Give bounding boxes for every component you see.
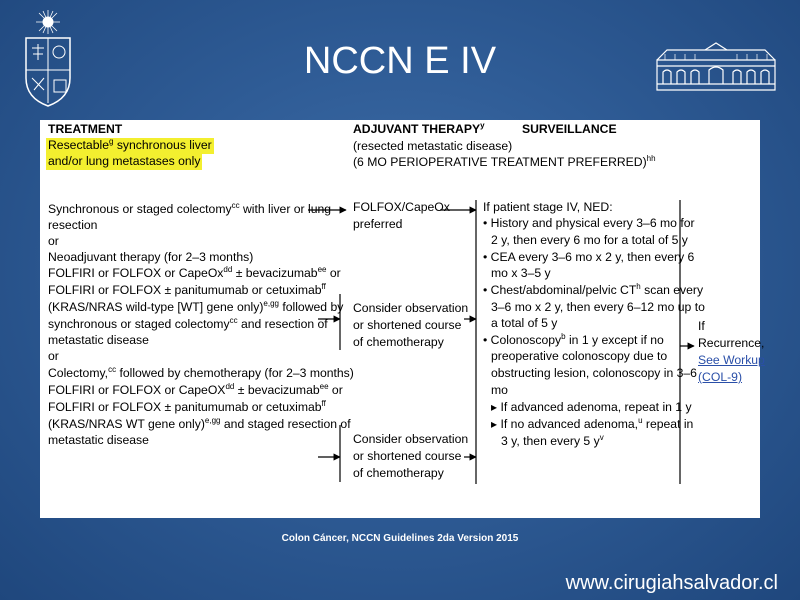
header-surveillance: SURVEILLANCE <box>522 122 617 136</box>
resectable-label-line1: Resectable$^g$ synchronous liver <box>48 137 212 152</box>
adjuvant-box2-line3: of chemotherapy <box>353 335 444 349</box>
treatment-line-4: Neoadjuvant therapy (for 2–3 months) <box>48 250 254 264</box>
adjuvant-box2-line2: or shortened course <box>353 318 462 332</box>
recurrence-label: Recurrence, <box>698 336 765 350</box>
see-workup-link[interactable]: See Workup <box>698 353 765 367</box>
treatment-line-8: synchronous or staged colectomy$^{cc}$ and resection of <box>48 316 328 331</box>
surveillance-line-13: ▸ If advanced adenoma, repeat in 1 y <box>491 400 692 414</box>
slide-title: NCCN E IV <box>303 40 497 82</box>
treatment-line-6: FOLFIRI or FOLFOX ± panitumumab or cetuximab$^{ff}$ <box>48 282 326 297</box>
treatment-line-2: resection <box>48 218 98 232</box>
nccn-treatment-table <box>40 120 765 518</box>
surveillance-line-3: 2 y, then every 6 mo for a total of 5 y <box>491 233 688 247</box>
adjuvant-subtitle-2: (6 MO PERIOPERATIVE TREATMENT PREFERRED)$^{hh}$ <box>353 154 656 169</box>
surveillance-line-4: • CEA every 3–6 mo x 2 y, then every 6 <box>483 250 695 264</box>
adjuvant-box3-line2: or shortened course <box>353 449 462 463</box>
treatment-line-10: or <box>48 349 59 363</box>
treatment-line-13: FOLFIRI or FOLFOX ± panitumumab or cetuximab$^{ff}$ <box>48 399 326 414</box>
slide-caption: Colon Cáncer, NCCN Guidelines 2da Version 2015 <box>281 533 519 544</box>
surveillance-line-6: • Chest/abdominal/pelvic $CT^h$ scan every <box>483 282 704 297</box>
header-treatment: TREATMENT <box>48 122 123 136</box>
surveillance-line-5: mo x 3–5 y <box>491 266 551 280</box>
surveillance-line-7: 3–6 mo x 2 y, then every 6–12 mo up to <box>491 300 705 314</box>
treatment-line-11: Colectomy,$^{cc}$ followed by chemotherapy (for 2–3 months) <box>48 365 354 380</box>
treatment-line-14: (KRAS/NRAS WT gene only)$^{e,gg}$ and staged resection of <box>48 416 351 431</box>
adjuvant-box3-line1: Consider observation <box>353 432 469 446</box>
surveillance-line-8: a total of 5 y <box>491 316 558 330</box>
adjuvant-box1-line1: FOLFOX/CapeOx <box>353 200 450 214</box>
resectable-label-line2: and/or lung metastases only <box>48 154 201 168</box>
surveillance-line-10: preoperative colonoscopy due to <box>491 349 668 363</box>
website-url: www.cirugiahsalvador.cl <box>565 572 778 594</box>
col9-link[interactable]: (COL-9) <box>698 370 743 384</box>
surveillance-line-14: ▸ If no advanced adenoma,$^u$ repeat in <box>491 416 694 431</box>
treatment-line-7: (KRAS/NRAS wild-type [WT] gene only)$^{e,gg}$ followed by <box>48 299 344 314</box>
adjuvant-subtitle-1: (resected metastatic disease) <box>353 139 513 153</box>
surveillance-line-1: If patient stage IV, NED: <box>483 200 613 214</box>
header-adjuvant-therapy: ADJUVANT THERAPY$^y$ <box>353 121 485 136</box>
adjuvant-box3-line3: of chemotherapy <box>353 466 444 480</box>
surveillance-line-2: • History and physical every 3–6 mo for <box>483 216 695 230</box>
surveillance-line-11: obstructing lesion, colonoscopy in 3–6 <box>491 366 697 380</box>
treatment-line-9: metastatic disease <box>48 333 149 347</box>
surveillance-line-15: 3 y, then every 5 $y^v$ <box>501 433 604 448</box>
surveillance-line-12: mo <box>491 383 508 397</box>
treatment-line-3: or <box>48 234 59 248</box>
treatment-line-12: FOLFIRI or FOLFOX or CapeOX$^{dd}$ ± bevacizumab$^{ee}$ or <box>48 382 343 397</box>
treatment-line-15: metastatic disease <box>48 433 149 447</box>
recurrence-if: If <box>698 319 705 333</box>
adjuvant-box1-line2: preferred <box>353 217 403 231</box>
treatment-line-5: FOLFIRI or FOLFOX or CapeOx$^{dd}$ ± bevacizumab$^{ee}$ or <box>48 265 341 280</box>
surveillance-line-9: • Colonoscopy$^b$ in 1 y except if no <box>483 332 664 347</box>
adjuvant-box2-line1: Consider observation <box>353 301 469 315</box>
treatment-line-1: Synchronous or staged colectomy$^{cc}$ with liver or lung <box>48 201 332 216</box>
